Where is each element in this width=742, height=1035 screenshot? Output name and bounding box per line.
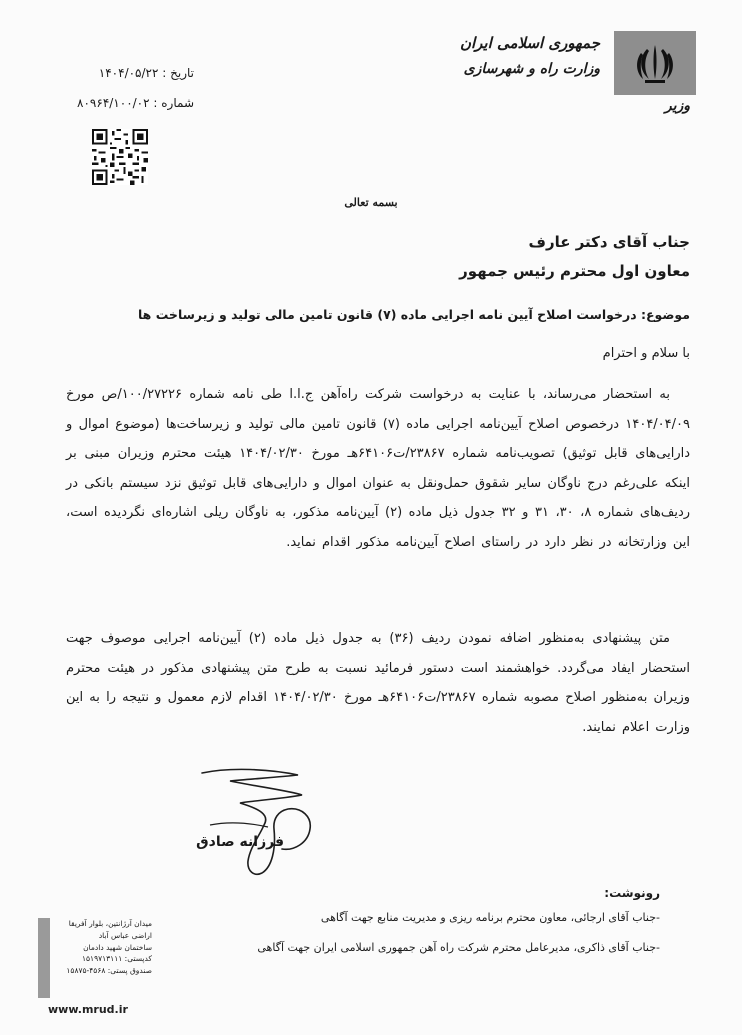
footer-address-line: میدان آرژانتین، بلوار آفریقا: [68, 919, 152, 928]
footer-address-line: اراضی عباس آباد: [98, 930, 152, 940]
org-line-1: جمهوری اسلامی ایران: [459, 34, 600, 52]
recipient-name: جناب آقای دکتر عارف: [528, 233, 690, 251]
letter-date: [62, 66, 194, 80]
bismillah-heading: بسمه تعالی: [344, 196, 398, 209]
body-paragraph-2: متن پیشنهادی به‌منظور اضافه نمودن ردیف (۳۶) به جدول ذیل ماده (۲) آیین‌نامه اجرایی موصوف جهت استحضار ایفاد می‌گردد. خواهشمند است دستور فرمائید نسبت به طرح متن پیشنهادی مذکور در هیئت محترم وزیران به‌منظور اصلاح مصوبه شماره ۲۳۸۶۷/ت۶۴۱۰۶هـ مورخ ۱۴۰۴/۰۲/۳۰ اقدام لازم معمول و نتیجه را به این وزارت اعلام نمایند.: [66, 631, 690, 735]
footer-bar: [38, 918, 50, 998]
body-paragraph-1: به استحضار می‌رساند، با عنایت به درخواست شرکت راه‌آهن ج.ا.ا طی نامه شماره ۱۰۰/۲۷۲۲۶/ص مورخ ۱۴۰۴/۰۴/۰۹ درخصوص اصلاح آیین‌نامه اجرایی ماده (۷) قانون تامین مالی تولید و زیرساخت‌ها (موضوع اموال و دارایی‌های قابل توثیق) تصویب‌نامه شماره ۲۳۸۶۷/ت۶۴۱۰۶هـ مورخ ۱۴۰۴/۰۲/۳۰ هیئت محترم وزیران مبنی بر اینکه علی‌رغم درج ناوگان سایر شقوق حمل‌ونقل به عنوان اموال و دارایی‌های قابل توثیق نزد سیستم بانکی در ردیف‌های شماره ۸، ۳۰، ۳۱ و ۳۲ جدول ذیل ماده (۲) آیین‌نامه مذکور، به ناوگان ریلی اشاره‌ای نگردیده است، این وزارتخانه در نظر دارد در راستای اصلاح آیین‌نامه مذکور اقدام نماید.: [66, 387, 691, 550]
emblem-icon: [633, 39, 677, 87]
iran-emblem-logo: [614, 31, 696, 95]
cc-item: -جناب آقای ذاکری، مدیرعامل محترم شرکت راه آهن جمهوری اسلامی ایران جهت آگاهی: [257, 941, 660, 954]
number-value: ۸۰۹۶۴/۱۰۰/۰۲: [77, 96, 150, 110]
signer-name: فرزانه صادق: [196, 834, 284, 850]
footer-website[interactable]: www.mrud.ir: [48, 1003, 128, 1016]
letter-subject: موضوع: درخواست اصلاح آیین نامه اجرایی ماده (۷) قانون تامین مالی تولید و زیرساخت ها: [137, 307, 690, 322]
recipient-title: معاون اول محترم رئیس جمهور: [459, 262, 690, 280]
qr-code: [92, 129, 148, 185]
date-value: ۱۴۰۴/۰۵/۲۲: [98, 66, 159, 80]
footer-address-line: ساختمان شهید دادمان: [83, 942, 152, 952]
number-label: شماره :: [153, 96, 194, 110]
organization-name: [460, 30, 600, 82]
date-label: تاریخ :: [162, 66, 194, 80]
minister-title: وزیر: [664, 98, 690, 114]
cc-title: رونوشت:: [604, 886, 660, 900]
footer-address: [60, 918, 152, 977]
cc-item: -جناب آقای ارجائی، معاون محترم برنامه ریزی و مدیریت منابع جهت آگاهی: [320, 911, 660, 924]
handwritten-signature: [190, 765, 330, 885]
greeting: با سلام و احترام: [602, 346, 690, 361]
org-line-2: وزارت راه و شهرسازی: [463, 61, 600, 77]
footer-address-line: کدپستی: ۱۵۱۹۷۱۳۱۱۱: [81, 954, 152, 964]
footer-address-line: صندوق پستی: ۴۵۶۸-۱۵۸۷۵: [66, 966, 152, 976]
letter-number: [62, 96, 194, 110]
